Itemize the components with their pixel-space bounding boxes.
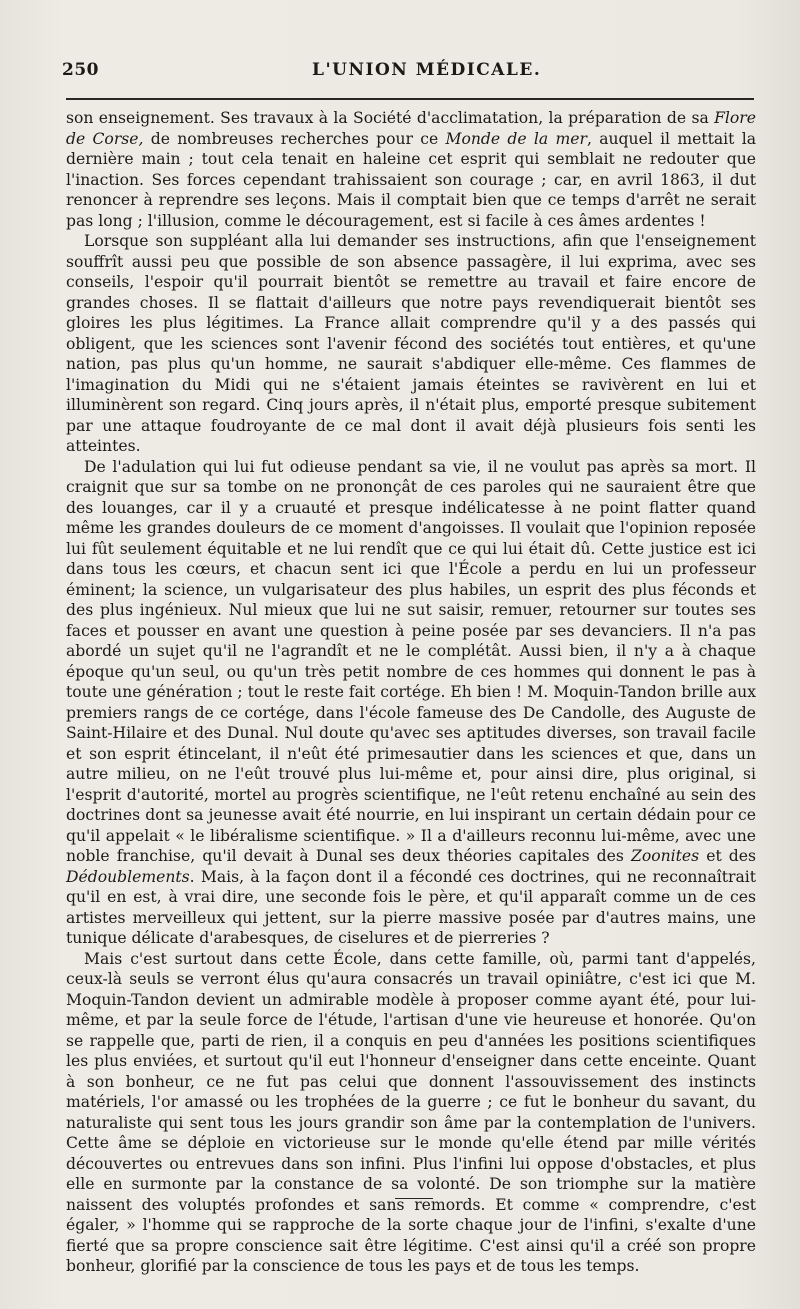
italic-title: Dédoublements [66, 867, 190, 886]
text-segment: Lorsque son suppléant alla lui demander ses instructions, afin que l'enseignement souffrît aussi peu que possible de son absence passagère, il lui exprima, avec ses conseils, l'espoir qu'il pourrait bientôt se remettre au travail et faire encore de grandes choses. Il se flattait d'ailleurs que notre pays revendiquerait bientôt ses gloires les plus légitimes. La France allait comprendre qu'il y a des passés qui obligent, que les sciences sont l'avenir fécond des sociétés tout entières, et qu'une nation, pas plus qu'un homme, ne saurait s'abdiquer elle-même. Ces flammes de l'imagination du Midi qui ne s'étaient jamais éteintes se ravivèrent en lui et illuminèrent son regard. Cinq jours après, il n'était plus, emporté presque subitement par une attaque foudroyante de ce mal dont il avait déjà plusieurs fois senti les atteintes. [66, 232, 756, 455]
text-segment: De l'adulation qui lui fut odieuse pendant sa vie, il ne voulut pas après sa mort. Il craignit que sur sa tombe on ne prononçât de ces paroles qui ne sauraient être que des louanges, car il y a cruauté et presque indélicatesse à ne point flatter quand même les grandes douleurs de ce moment d'angoisses. Il voulait que l'opinion reposée lui fût seulement équitable et ne lui rendît que ce qui lui était dû. Cette justice est ici dans tous les cœurs, et chacun sent ici que l'École a perdu en lui un professeur éminent; la science, un vulgarisateur des plus habiles, un esprit des plus féconds et des plus ingénieux. Nul mieux que lui ne sut saisir, remuer, retourner sur toutes ses faces et pousser en avant une question à peine posée par ses devanciers. Il n'a pas abordé un sujet qu'il ne l'agrandît et ne le complétât. Aussi bien, il n'y a à chaque époque qu'un seul, ou qu'un très petit nombre de ces hommes qui donnent le pas à toute une génération ; tout le reste fait cortége. Eh bien ! M. Moquin-Tandon brille aux premiers rangs de ce cortége, dans l'école fameuse des De Candolle, des Auguste de Saint-Hilaire et des Dunal. Nul doute qu'avec ses aptitudes diverses, son travail facile et son esprit étincelant, il n'eût été primesautier dans les sciences et que, dans un autre milieu, on ne l'eût trouvé plus lui-même et, pour ainsi dire, plus original, si l'esprit d'autorité, mortel au progrès scientifique, ne l'eût retenu enchaîné au sein des doctrines dont sa jeunesse avait été nourrie, en lui inspirant un certain dédain pour ce qu'il appelait « le libéralisme scientifique. » Il a d'ailleurs reconnu lui-même, avec une noble franchise, qu'il devait à Dunal ses deux théories capitales des [66, 457, 756, 865]
text-segment: et des [699, 847, 757, 865]
paragraph [66, 457, 756, 949]
header-rule [66, 98, 754, 100]
page-header [60, 58, 760, 88]
paragraph [66, 949, 756, 1277]
text-segment: de nombreuses recherches pour ce [143, 129, 446, 148]
page-number: 250 [62, 60, 99, 80]
running-title: L'UNION MÉDICALE. [312, 60, 542, 80]
section-end-rule [395, 1198, 433, 1199]
text-segment: Mais c'est surtout dans cette École, dans cette famille, où, parmi tant d'appelés, ceux-là seuls se verront élus qu'aura consacrés un travail opiniâtre, c'est ici que M. Moquin-Tandon devient un admirable modèle à proposer comme ayant été, pour lui-même, et par la seule force de l'étude, l'artisan d'une vie heureuse et honorée. Qu'on se rappelle que, parti de rien, il a conquis en peu d'années les positions scientifiques les plus enviées, et surtout qu'il eut l'honneur d'enseigner dans cette enceinte. Quant à son bonheur, ce ne fut pas celui que donnent l'assouvissement des instincts matériels, l'or amassé ou les trophées de la guerre ; ce fut le bonheur du savant, du naturaliste qui sent tous les jours grandir son âme par la contemplation de l'univers. Cette âme se déploie en victorieuse sur le monde qu'elle étend par mille vérités découvertes ou entrevues dans son infini. Plus l'infini lui oppose d'obstacles, et plus elle en surmonte par la constance de sa volonté. De son triomphe sur la matière naissent des voluptés profondes et sans remords. Et comme « comprendre, c'est égaler, » l'homme qui se rapproche de la sorte chaque jour de l'infini, s'exalte d'une fierté que sa propre conscience sait être légitime. C'est ainsi qu'il a créé son propre bonheur, glorifié par la conscience de tous les pays et de tous les temps. [66, 949, 756, 1275]
text-segment: . Mais, à la façon dont il a fécondé ces doctrines, qui ne reconnaîtrait qu'il en est, à vrai dire, une seconde fois le père, et qu'il apparaît comme un de ces artistes merveilleux qui jettent, sur la pierre massive posée par d'autres mains, une tunique délicate d'arabesques, de ciselures et de pierreries ? [66, 867, 756, 947]
text-segment: son enseignement. Ses travaux à la Société d'acclimatation, la préparation de sa [66, 109, 715, 127]
italic-title: Monde de la mer [445, 129, 587, 148]
italic-title: Flore de Corse, [66, 109, 756, 148]
text-segment: , auquel il mettait la dernière main ; tout cela tenait en haleine cet esprit qui semblait ne redouter que l'inaction. Ses forces cependant trahissaient son courage ; car, en avril 1863, il dut renoncer à reprendre ses leçons. Mais il comptait bien que ce temps d'arrêt ne serait pas long ; l'illusion, comme le découragement, est si facile à ces âmes ardentes ! [66, 129, 756, 230]
paragraph [66, 231, 756, 457]
body-text [66, 108, 756, 1277]
paragraph [66, 108, 756, 231]
italic-title: Zoonites [630, 847, 700, 865]
